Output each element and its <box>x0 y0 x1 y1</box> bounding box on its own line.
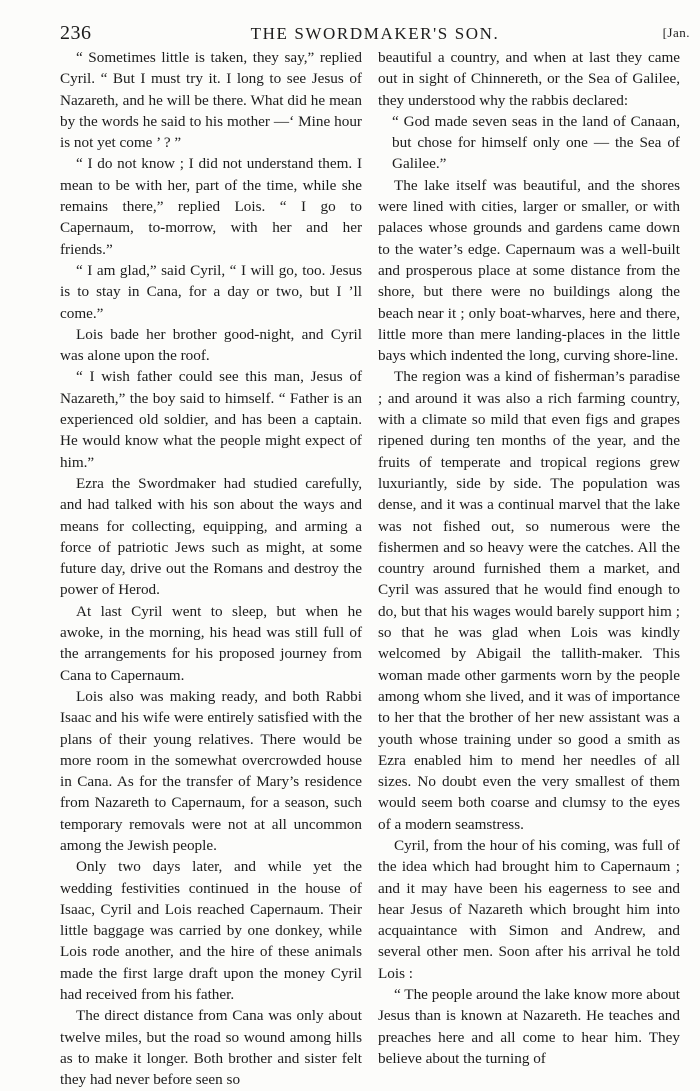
page-number: 236 <box>60 22 92 44</box>
paragraph: “ I am glad,” said Cyril, “ I will go, too. Jesus is to stay in Cana, for a day or two, but I ’ll come.” <box>60 261 362 322</box>
left-column <box>60 47 362 1091</box>
paragraph: The direct distance from Cana was only about twelve miles, but the road so wound among hills as to make it longer. Both brother and sister felt they had never before seen so <box>60 1007 362 1089</box>
paragraph: At last Cyril went to sleep, but when he awoke, in the morning, his head was still full of the arrangements for his proposed journey from Cana to Capernaum. <box>60 602 362 684</box>
paragraph: The lake itself was beautiful, and the shores were lined with cities, larger or smaller, or with palaces whose grounds and gardens came down to the water’s edge. Capernaum was a well-built and prosperous place at some distance from the shore, but there were no buildings along the beach near it ; only boat-wharves, here and there, little more than mere landing-places in the little bays which indented the long, curving shore-line. <box>378 176 680 365</box>
running-header <box>60 22 690 48</box>
paragraph: Ezra the Swordmaker had studied carefully, and had talked with his son about the ways and means for collecting, equipping, and arming a force of patriotic Jews such as might, at some future day, drive out the Romans and destroy the power of Herod. <box>60 474 362 599</box>
paragraph: “ The people around the lake know more about Jesus than is known at Nazareth. He teaches and preaches here and all come to hear him. They believe about the turning of <box>378 986 680 1067</box>
paragraph: Cyril, from the hour of his coming, was full of the idea which had brought him to Capernaum ; and it may have been his eagerness to see and hear Jesus of Nazareth which brought him into acquaintance with Simon and Andrew, and several other men. Soon after his arrival he told Lois : <box>378 836 680 982</box>
continued-paragraph: beautiful a country, and when at last they came out in sight of Chinnereth, or the Sea of Galilee, they understood why the rabbis declared: <box>378 49 680 109</box>
paragraph: Lois bade her brother good-night, and Cyril was alone upon the roof. <box>60 325 362 365</box>
right-column <box>378 47 680 1069</box>
paragraph: Only two days later, and while yet the wedding festivities continued in the house of Isaac, Cyril and Lois reached Capernaum. Their little baggage was carried by one donkey, while Lois rode another, and the hire of these animals made the first large draft upon the money Cyril had received from his father. <box>60 858 362 1004</box>
paragraph: “ Sometimes little is taken, they say,” replied Cyril. “ But I must try it. I long to see Jesus of Nazareth, and he will be there. What did he mean by the words he said to his mother —‘ Mine hour is not yet come ’ ? ” <box>60 49 362 152</box>
issue-month: [Jan. <box>662 25 690 40</box>
paragraph: “ I wish father could see this man, Jesus of Nazareth,” the boy said to himself. “ Father is an experienced old soldier, and has been a captain. He would know what the people might expect of him.” <box>60 368 362 471</box>
running-title: THE SWORDMAKER'S SON. <box>250 24 500 43</box>
paragraph: Lois also was making ready, and both Rabbi Isaac and his wife were entirely satisfied with the plans of their young relatives. There would be more room in the somewhat overcrowded house in Cana. As for the transfer of Mary’s residence from Nazareth to Capernaum, for a season, such temporary removals were not at all uncommon among the Jewish people. <box>60 687 362 854</box>
block-quote: “ God made seven seas in the land of Canaan, but chose for himself only one — the Sea of Galilee.” <box>392 112 680 173</box>
paragraph: “ I do not know ; I did not understand them. I mean to be with her, part of the time, while she remains there,” replied Lois. “ I go to Capernaum, to-morrow, with her and her friends.” <box>60 155 362 258</box>
paragraph: The region was a kind of fisherman’s paradise ; and around it was also a rich farming country, with a climate so mild that even figs and grapes ripened during ten months of the year, and the fruits of temperate and tropical regions grew luxuriantly, side by side. The population was dense, and it was a continual marvel that the lake was not fished out, so numerous were the fishermen and so heavy were the catches. All the country around furnished them a market, and Cyril was assured that he would find enough to do, but that his wages would barely support him ; so that he was glad when Lois was kindly welcomed by Abigail the tallith-maker. This woman made other garments worn by the people among whom she lived, and it was of importance to her that the brother of her new assistant was a youth whose training under so good a smith as Ezra enabled him to mend her needles of all sizes. No doubt even the very smallest of them would seem both coarse and clumsy to the eyes of a modern seamstress. <box>378 368 680 833</box>
